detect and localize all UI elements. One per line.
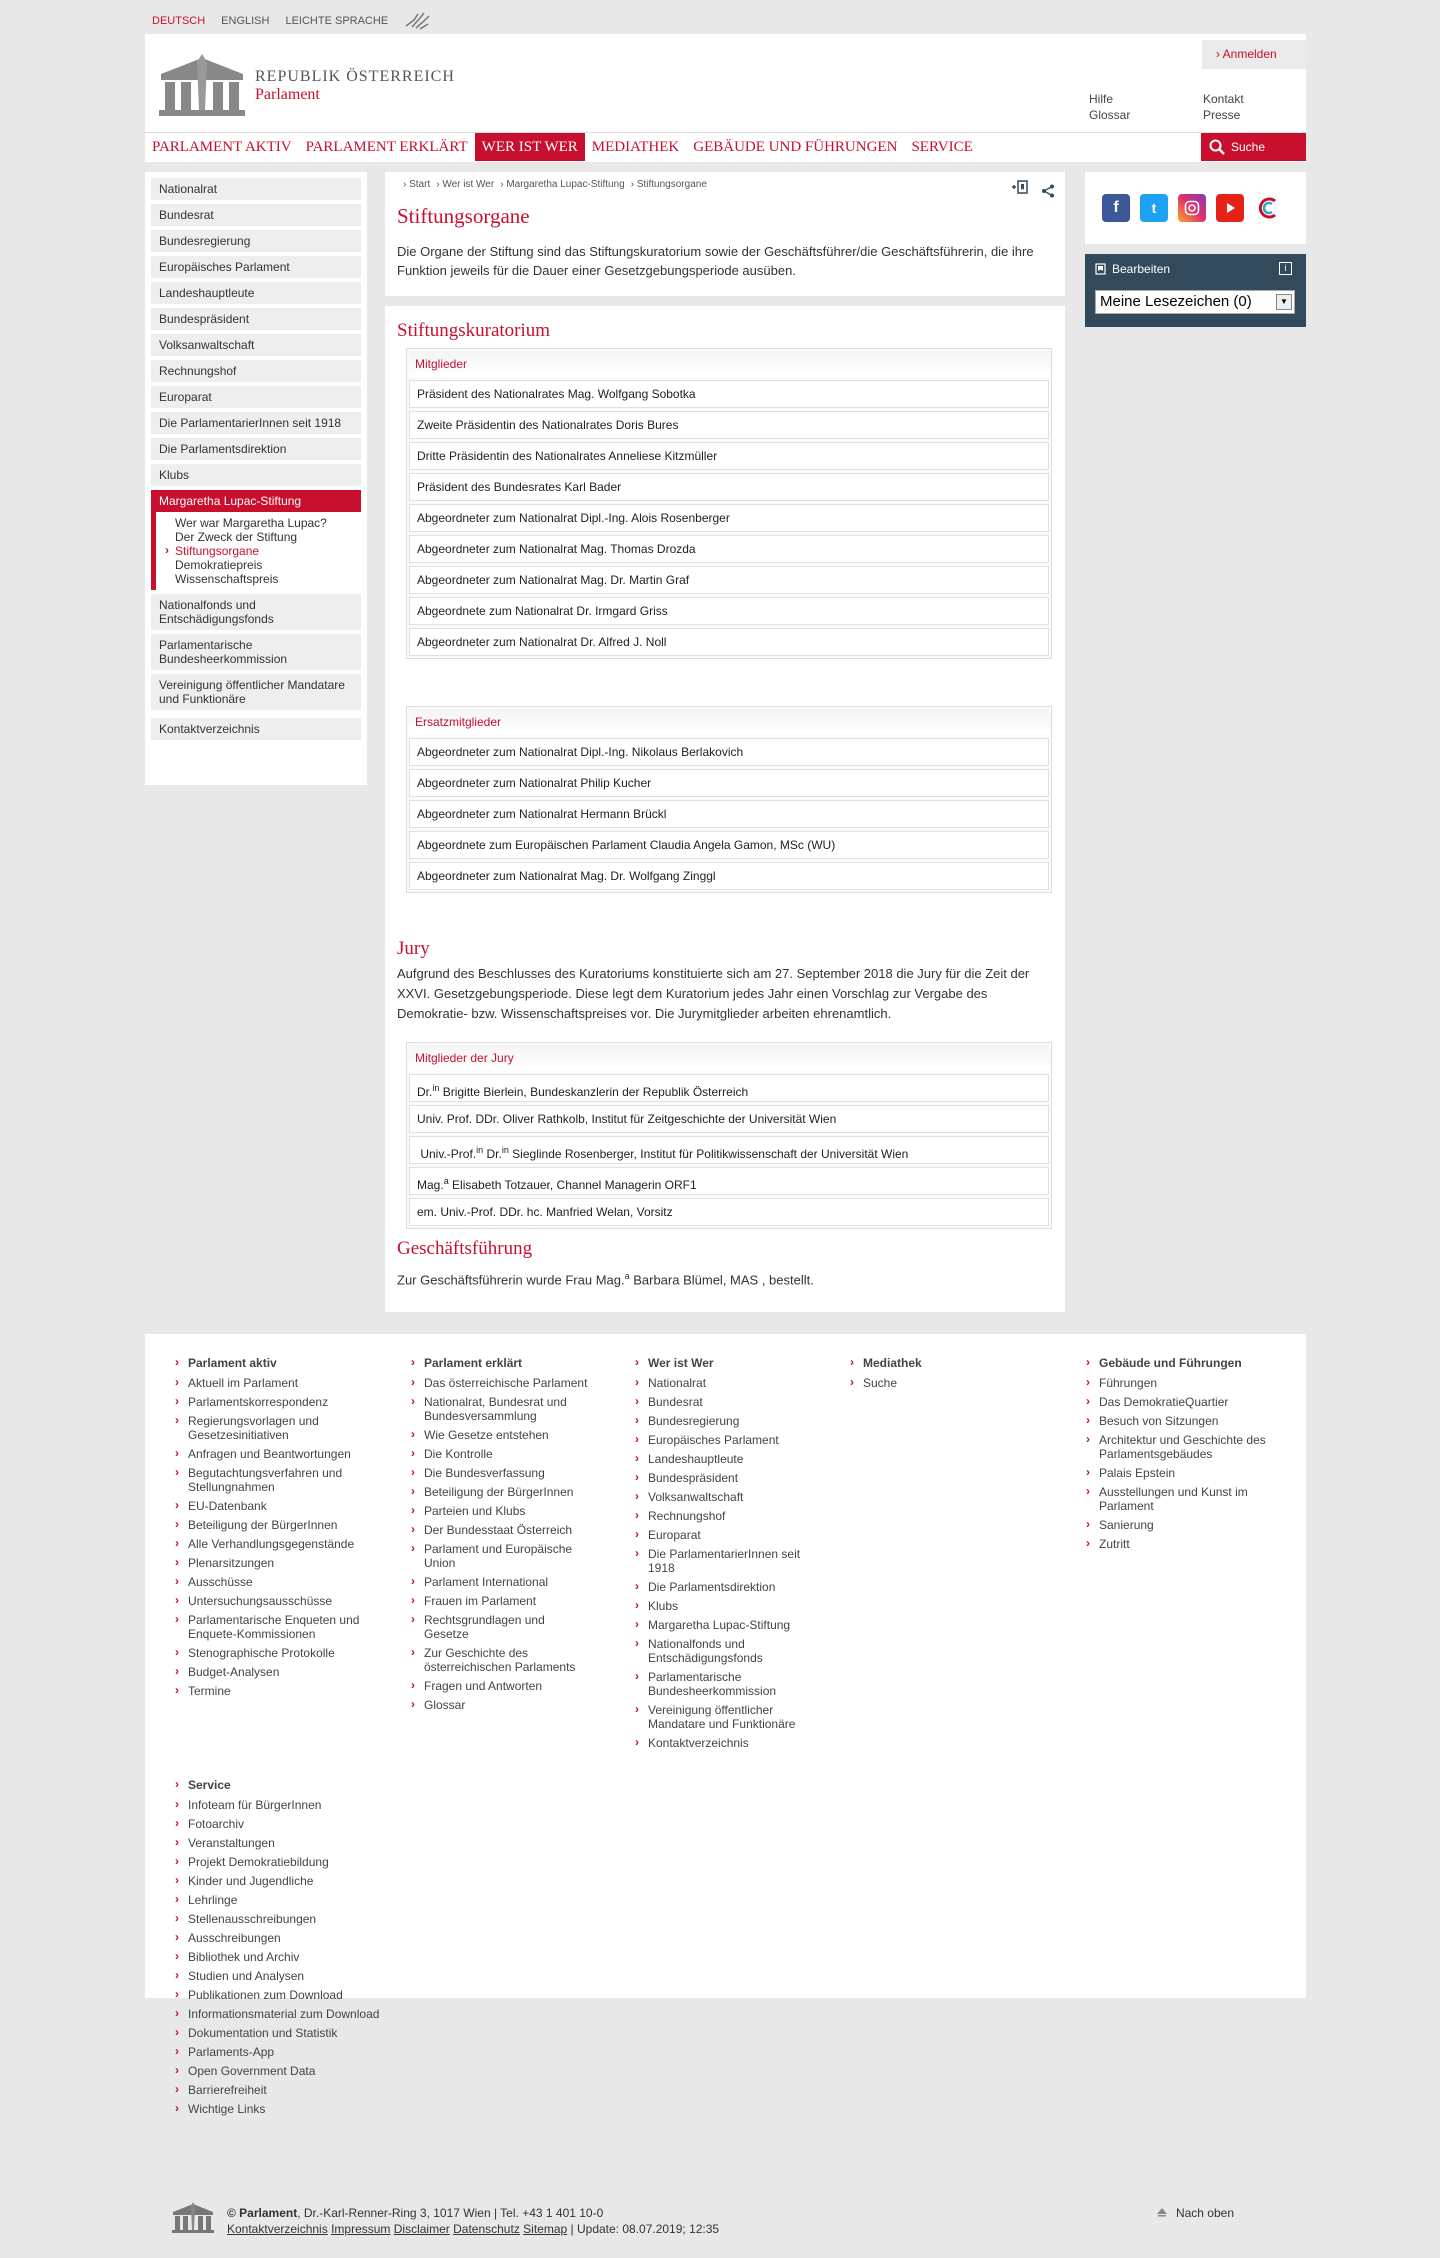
- list-item: em. Univ.-Prof. DDr. hc. Manfried Welan, Vorsitz: [409, 1198, 1049, 1226]
- footer-link[interactable]: › Stellenausschreibungen: [175, 1912, 395, 1926]
- footer-link-kontaktverzeichnis[interactable]: Kontaktverzeichnis: [227, 2222, 328, 2236]
- footer-link[interactable]: › Ausschüsse: [175, 1575, 375, 1589]
- substitutes-list: [406, 706, 1052, 893]
- list-item: Mag.$^a$ Elisabeth Totzauer, Channel Managerin ORF1: [409, 1167, 1049, 1195]
- sidebar-subitem[interactable]: Der Zweck der Stiftung: [175, 530, 298, 544]
- section-title-jury: Jury: [397, 938, 430, 959]
- list-item: Abgeordneter zum Nationalrat Dr. Alfred J. Noll: [409, 628, 1049, 656]
- footer-link[interactable]: › Untersuchungsausschüsse: [175, 1594, 375, 1608]
- footer-column-service: [175, 1778, 395, 2121]
- breadcrumb-item[interactable]: › Wer ist Wer: [436, 179, 494, 190]
- sidebar-subitem[interactable]: Demokratiepreis: [175, 558, 263, 572]
- breadcrumb-item[interactable]: › Margaretha Lupac-Stiftung: [500, 179, 625, 190]
- list-item: Zweite Präsidentin des Nationalrates Doris Bures: [409, 411, 1049, 439]
- footer-link[interactable]: › Parlamentskorrespondenz: [175, 1395, 375, 1409]
- sidebar-subitem[interactable]: Wer war Margaretha Lupac?: [175, 516, 327, 530]
- facebook-icon[interactable]: f: [1102, 194, 1130, 222]
- footer-link[interactable]: › Projekt Demokratiebildung: [175, 1855, 395, 1869]
- sidebar-subitem-current[interactable]: › Stiftungsorgane: [175, 544, 361, 558]
- share-icon[interactable]: [1041, 184, 1055, 198]
- footer-link[interactable]: › Die Parlamentsdirektion: [635, 1580, 815, 1594]
- footer-link[interactable]: › Rechnungshof: [635, 1509, 815, 1523]
- lang-en-link[interactable]: ENGLISH: [221, 15, 270, 27]
- jury-list: [406, 1042, 1052, 1229]
- footer-link[interactable]: › Plenarsitzungen: [175, 1556, 375, 1570]
- twitter-icon[interactable]: t: [1140, 194, 1168, 222]
- footer-link[interactable]: › Bundesregierung: [635, 1414, 815, 1428]
- substitutes-list-header: Ersatzmitglieder: [409, 709, 1049, 735]
- footer-link[interactable]: › Bibliothek und Archiv: [175, 1950, 395, 1964]
- footer-link[interactable]: › Budget-Analysen: [175, 1665, 375, 1679]
- footer-link-impressum[interactable]: Impressum: [331, 2222, 391, 2236]
- footer-link[interactable]: › Informationsmaterial zum Download: [175, 2007, 395, 2021]
- list-item: Abgeordneter zum Nationalrat Hermann Brückl: [409, 800, 1049, 828]
- help-link[interactable]: Hilfe: [1089, 92, 1114, 106]
- footer-link[interactable]: › Ausschreibungen: [175, 1931, 395, 1945]
- lang-de-link[interactable]: DEUTSCH: [152, 15, 206, 27]
- footer-sitemap: [145, 1334, 1306, 2116]
- logo-line-2: Parlament: [255, 86, 320, 103]
- breadcrumb-item[interactable]: › Start: [403, 179, 430, 190]
- contact-link[interactable]: Kontakt: [1203, 92, 1244, 106]
- footer-link[interactable]: › Kinder und Jugendliche: [175, 1874, 395, 1888]
- footer-column-parlament-erklaert: [411, 1356, 591, 1717]
- footer-link[interactable]: › Bundesrat: [635, 1395, 815, 1409]
- list-item: Abgeordneter zum Nationalrat Dipl.-Ing. Alois Rosenberger: [409, 504, 1049, 532]
- footer-link[interactable]: › Europarat: [635, 1528, 815, 1542]
- footer-link[interactable]: › Besuch von Sitzungen: [1086, 1414, 1266, 1428]
- parlament-app-icon[interactable]: [1254, 194, 1282, 222]
- chevron-down-icon: ▼: [1276, 294, 1292, 310]
- footer-link[interactable]: › Sanierung: [1086, 1518, 1266, 1532]
- footer-column-title[interactable]: › Gebäude und Führungen: [1086, 1356, 1266, 1370]
- footer-link[interactable]: › Parlament International: [411, 1575, 591, 1589]
- footer-link[interactable]: › Palais Epstein: [1086, 1466, 1266, 1480]
- nav-parlament-aktiv[interactable]: PARLAMENT AKTIV: [152, 138, 292, 155]
- nav-service[interactable]: SERVICE: [911, 138, 973, 155]
- footer-update: | Update: 08.07.2019; 12:35: [570, 2222, 720, 2236]
- footer-link[interactable]: › Suche: [850, 1376, 1010, 1390]
- bookmark-icon: [1095, 263, 1106, 275]
- sign-language-icon[interactable]: [404, 12, 432, 30]
- site-logo[interactable]: [157, 54, 455, 118]
- list-item: Abgeordnete zum Nationalrat Dr. Irmgard Griss: [409, 597, 1049, 625]
- footer-link[interactable]: › Lehrlinge: [175, 1893, 395, 1907]
- list-item: Präsident des Nationalrates Mag. Wolfgang Sobotka: [409, 380, 1049, 408]
- lang-easy-link[interactable]: LEICHTE SPRACHE: [285, 15, 389, 27]
- parliament-logo-icon: [157, 54, 247, 118]
- footer-link[interactable]: › Wichtige Links: [175, 2102, 395, 2116]
- sidebar-item[interactable]: Volksanwaltschaft: [151, 334, 361, 356]
- page-intro: Die Organe der Stiftung sind das Stiftungskuratorium sowie der Geschäftsführer/die Geschäftsführerin, die ihre Funktion jeweils für die Dauer einer Gesetzgebungsperiode ausüben.: [397, 244, 1034, 278]
- sidebar-navigation: [145, 172, 367, 785]
- footer-link[interactable]: › Frauen im Parlament: [411, 1594, 591, 1608]
- list-item: Abgeordneter zum Nationalrat Philip Kucher: [409, 769, 1049, 797]
- sidebar-item[interactable]: Bundespräsident: [151, 308, 361, 330]
- footer-column-title[interactable]: › Service: [175, 1778, 395, 1792]
- footer-link-datenschutz[interactable]: Datenschutz: [453, 2222, 520, 2236]
- page-footer: [145, 2180, 1306, 2240]
- footer-link[interactable]: › Parlaments-App: [175, 2045, 395, 2059]
- footer-link[interactable]: › Beteiligung der BürgerInnen: [411, 1485, 591, 1499]
- footer-link[interactable]: › Die Bundesverfassung: [411, 1466, 591, 1480]
- list-item: Abgeordnete zum Europäischen Parlament Claudia Angela Gamon, MSc (WU): [409, 831, 1049, 859]
- back-to-top-link[interactable]: Nach oben: [1156, 2206, 1234, 2220]
- sidebar-subnav: [151, 512, 361, 590]
- sidebar-item[interactable]: Vereinigung öffentlicher Mandatare und Funktionäre: [151, 674, 361, 710]
- sidebar-item[interactable]: Die Parlamentsdirektion: [151, 438, 361, 460]
- footer-link[interactable]: › Klubs: [635, 1599, 815, 1613]
- breadcrumb: [403, 179, 707, 190]
- footer-link[interactable]: › Parlamentarische Enqueten und Enquete-Kommissionen: [175, 1613, 375, 1641]
- footer-link[interactable]: › Architektur und Geschichte des Parlamentsgebäudes: [1086, 1433, 1266, 1461]
- jury-text: Aufgrund des Beschlusses des Kuratoriums konstituierte sich am 27. September 2018 die Jury für die Zeit der XXVI. Gesetzgebungsperiode. Diese legt dem Kuratorium jedes Jahr einen Vorschlag zur Vergabe des Demokratie- bzw. Wissenschaftspreises vor. Die Jurymitglieder arbeiten ehrenamtlich.: [397, 966, 1030, 1021]
- edit-bookmarks-button[interactable]: Bearbeiten: [1095, 262, 1170, 276]
- language-bar: [152, 13, 432, 29]
- footer-link[interactable]: › Nationalrat: [635, 1376, 815, 1390]
- logo-line-1: REPUBLIK ÖSTERREICH: [255, 68, 455, 85]
- gf-text: Zur Geschäftsführerin wurde Frau Mag.$^a$ Barbara Blümel, MAS , bestellt.: [397, 1271, 814, 1288]
- sidebar-item[interactable]: Bundesrat: [151, 204, 361, 226]
- footer-link[interactable]: › Parteien und Klubs: [411, 1504, 591, 1518]
- footer-link[interactable]: › Alle Verhandlungsgegenstände: [175, 1537, 375, 1551]
- sidebar-item[interactable]: Parlamentarische Bundesheerkommission: [151, 634, 361, 670]
- footer-links: [227, 2222, 719, 2236]
- footer-link[interactable]: › Begutachtungsverfahren und Stellungnahmen: [175, 1466, 375, 1494]
- footer-link[interactable]: › Regierungsvorlagen und Gesetzesinitiativen: [175, 1414, 375, 1442]
- list-item: Abgeordneter zum Nationalrat Mag. Dr. Martin Graf: [409, 566, 1049, 594]
- footer-link[interactable]: › Kontaktverzeichnis: [635, 1736, 815, 1750]
- bookmark-add-icon[interactable]: [1011, 180, 1029, 196]
- sidebar-item[interactable]: Die ParlamentarierInnen seit 1918: [151, 412, 361, 434]
- footer-column-parlament-aktiv: [175, 1356, 375, 1703]
- bookmarks-panel: [1085, 254, 1306, 327]
- footer-link[interactable]: › Fotoarchiv: [175, 1817, 395, 1831]
- footer-address: © Parlament, Dr.-Karl-Renner-Ring 3, 1017 Wien | Tel. +43 1 401 10-0: [227, 2206, 604, 2220]
- footer-link[interactable]: › Parlament und Europäische Union: [411, 1542, 591, 1570]
- sidebar-item[interactable]: Rechnungshof: [151, 360, 361, 382]
- list-item: Dr.$^{in}$ Brigitte Bierlein, Bundeskanzlerin der Republik Österreich: [409, 1074, 1049, 1102]
- nav-wer-ist-wer[interactable]: WER IST WER: [475, 133, 585, 161]
- footer-link[interactable]: › Zur Geschichte des österreichischen Parlaments: [411, 1646, 591, 1674]
- sidebar-item[interactable]: Europäisches Parlament: [151, 256, 361, 278]
- sidebar-item[interactable]: Nationalfonds und Entschädigungsfonds: [151, 594, 361, 630]
- list-item: Univ.-Prof.$^{in}$ Dr.$^{in}$ Sieglinde Rosenberger, Institut für Politikwissenschaft der Universität Wien: [409, 1136, 1049, 1164]
- footer-link[interactable]: › Führungen: [1086, 1376, 1266, 1390]
- footer-link[interactable]: › Nationalrat, Bundesrat und Bundesversammlung: [411, 1395, 591, 1423]
- members-list: [406, 348, 1052, 659]
- footer-link[interactable]: › Barrierefreiheit: [175, 2083, 395, 2097]
- breadcrumb-item: › Stiftungsorgane: [631, 179, 707, 190]
- glossary-link[interactable]: Glossar: [1089, 108, 1131, 122]
- footer-link[interactable]: › Studien und Analysen: [175, 1969, 395, 1983]
- footer-column-mediathek: [850, 1356, 1010, 1395]
- search-button[interactable]: Suche: [1201, 133, 1306, 161]
- sidebar-item[interactable]: Landeshauptleute: [151, 282, 361, 304]
- footer-link[interactable]: › Nationalfonds und Entschädigungsfonds: [635, 1637, 815, 1665]
- list-item: Univ. Prof. DDr. Oliver Rathkolb, Institut für Zeitgeschichte der Universität Wien: [409, 1105, 1049, 1133]
- footer-column-gebaeude: [1086, 1356, 1266, 1556]
- sidebar-item[interactable]: Bundesregierung: [151, 230, 361, 252]
- footer-column-title[interactable]: › Mediathek: [850, 1356, 1010, 1370]
- footer-link[interactable]: › Veranstaltungen: [175, 1836, 395, 1850]
- members-list-header: Mitglieder: [409, 351, 1049, 377]
- footer-link[interactable]: › Open Government Data: [175, 2064, 395, 2078]
- bookmarks-select[interactable]: Meine Lesezeichen (0) ▼: [1095, 290, 1295, 314]
- sidebar-item-lupac-stiftung[interactable]: Margaretha Lupac-Stiftung: [151, 490, 361, 512]
- main-navigation: [145, 132, 1306, 160]
- footer-link[interactable]: › Margaretha Lupac-Stiftung: [635, 1618, 815, 1632]
- footer-link[interactable]: › Beteiligung der BürgerInnen: [175, 1518, 375, 1532]
- footer-link[interactable]: › Glossar: [411, 1698, 591, 1712]
- page-title: Stiftungsorgane: [397, 204, 530, 228]
- parliament-logo-small-icon: [171, 2202, 215, 2234]
- footer-link[interactable]: › Anfragen und Beantwortungen: [175, 1447, 375, 1461]
- footer-link[interactable]: › Die Kontrolle: [411, 1447, 591, 1461]
- youtube-icon[interactable]: [1216, 194, 1244, 222]
- social-media-links: [1085, 172, 1306, 244]
- footer-link[interactable]: › EU-Datenbank: [175, 1499, 375, 1513]
- footer-link-sitemap[interactable]: Sitemap: [523, 2222, 568, 2236]
- list-item: Abgeordneter zum Nationalrat Dipl.-Ing. Nikolaus Berlakovich: [409, 738, 1049, 766]
- footer-column-title[interactable]: › Parlament aktiv: [175, 1356, 375, 1370]
- nav-mediathek[interactable]: MEDIATHEK: [591, 138, 680, 155]
- section-title-geschaeftsfuehrung: Geschäftsführung: [397, 1238, 533, 1259]
- sidebar-item[interactable]: Kontaktverzeichnis: [151, 718, 361, 740]
- list-item: Dritte Präsidentin des Nationalrates Anneliese Kitzmüller: [409, 442, 1049, 470]
- footer-link[interactable]: › Ausstellungen und Kunst im Parlament: [1086, 1485, 1266, 1513]
- site-header: [145, 34, 1306, 162]
- intro-panel: [385, 172, 1065, 296]
- footer-link[interactable]: › Zutritt: [1086, 1537, 1266, 1551]
- utility-links: [1089, 92, 1303, 122]
- press-link[interactable]: Presse: [1203, 108, 1241, 122]
- section-title-kuratorium: Stiftungskuratorium: [397, 320, 551, 341]
- footer-column-title[interactable]: › Parlament erklärt: [411, 1356, 591, 1370]
- footer-link[interactable]: › Das österreichische Parlament: [411, 1376, 591, 1390]
- search-icon: [1209, 139, 1225, 155]
- list-item: Abgeordneter zum Nationalrat Mag. Thomas Drozda: [409, 535, 1049, 563]
- footer-link[interactable]: › Vereinigung öffentlicher Mandatare und Funktionäre: [635, 1703, 815, 1731]
- footer-link[interactable]: › Landeshauptleute: [635, 1452, 815, 1466]
- footer-link-disclaimer[interactable]: Disclaimer: [393, 2222, 450, 2236]
- footer-column-title[interactable]: › Wer ist Wer: [635, 1356, 815, 1370]
- footer-link[interactable]: › Infoteam für BürgerInnen: [175, 1798, 395, 1812]
- footer-link[interactable]: › Rechtsgrundlagen und Gesetze: [411, 1613, 591, 1641]
- sidebar-item[interactable]: Klubs: [151, 464, 361, 486]
- footer-link[interactable]: › Wie Gesetze entstehen: [411, 1428, 591, 1442]
- footer-link[interactable]: › Parlamentarische Bundesheerkommission: [635, 1670, 815, 1698]
- list-item: Abgeordneter zum Nationalrat Mag. Dr. Wolfgang Zinggl: [409, 862, 1049, 890]
- footer-link[interactable]: › Stenographische Protokolle: [175, 1646, 375, 1660]
- sidebar-item[interactable]: Nationalrat: [151, 178, 361, 200]
- footer-link[interactable]: › Bundespräsident: [635, 1471, 815, 1485]
- footer-link[interactable]: › Der Bundesstaat Österreich: [411, 1523, 591, 1537]
- sidebar-subitem[interactable]: Wissenschaftspreis: [175, 572, 279, 586]
- instagram-icon[interactable]: [1178, 194, 1206, 222]
- info-icon[interactable]: i: [1279, 262, 1292, 275]
- footer-link[interactable]: › Aktuell im Parlament: [175, 1376, 375, 1390]
- footer-link[interactable]: › Dokumentation und Statistik: [175, 2026, 395, 2040]
- footer-link[interactable]: › Publikationen zum Download: [175, 1988, 395, 2002]
- footer-link[interactable]: › Europäisches Parlament: [635, 1433, 815, 1447]
- login-button[interactable]: › Anmelden: [1202, 40, 1306, 69]
- arrow-up-icon: [1156, 2207, 1168, 2217]
- footer-link[interactable]: › Die ParlamentarierInnen seit 1918: [635, 1547, 815, 1575]
- sidebar-item[interactable]: Europarat: [151, 386, 361, 408]
- nav-gebaeude[interactable]: GEBÄUDE UND FÜHRUNGEN: [693, 138, 898, 155]
- list-item: Präsident des Bundesrates Karl Bader: [409, 473, 1049, 501]
- footer-column-wer-ist-wer: [635, 1356, 815, 1755]
- jury-list-header: Mitglieder der Jury: [409, 1045, 1049, 1071]
- footer-link[interactable]: › Das DemokratieQuartier: [1086, 1395, 1266, 1409]
- footer-link[interactable]: › Volksanwaltschaft: [635, 1490, 815, 1504]
- footer-link[interactable]: › Termine: [175, 1684, 375, 1698]
- nav-parlament-erklaert[interactable]: PARLAMENT ERKLÄRT: [305, 138, 468, 155]
- footer-link[interactable]: › Fragen und Antworten: [411, 1679, 591, 1693]
- content-panel: [385, 306, 1065, 1312]
